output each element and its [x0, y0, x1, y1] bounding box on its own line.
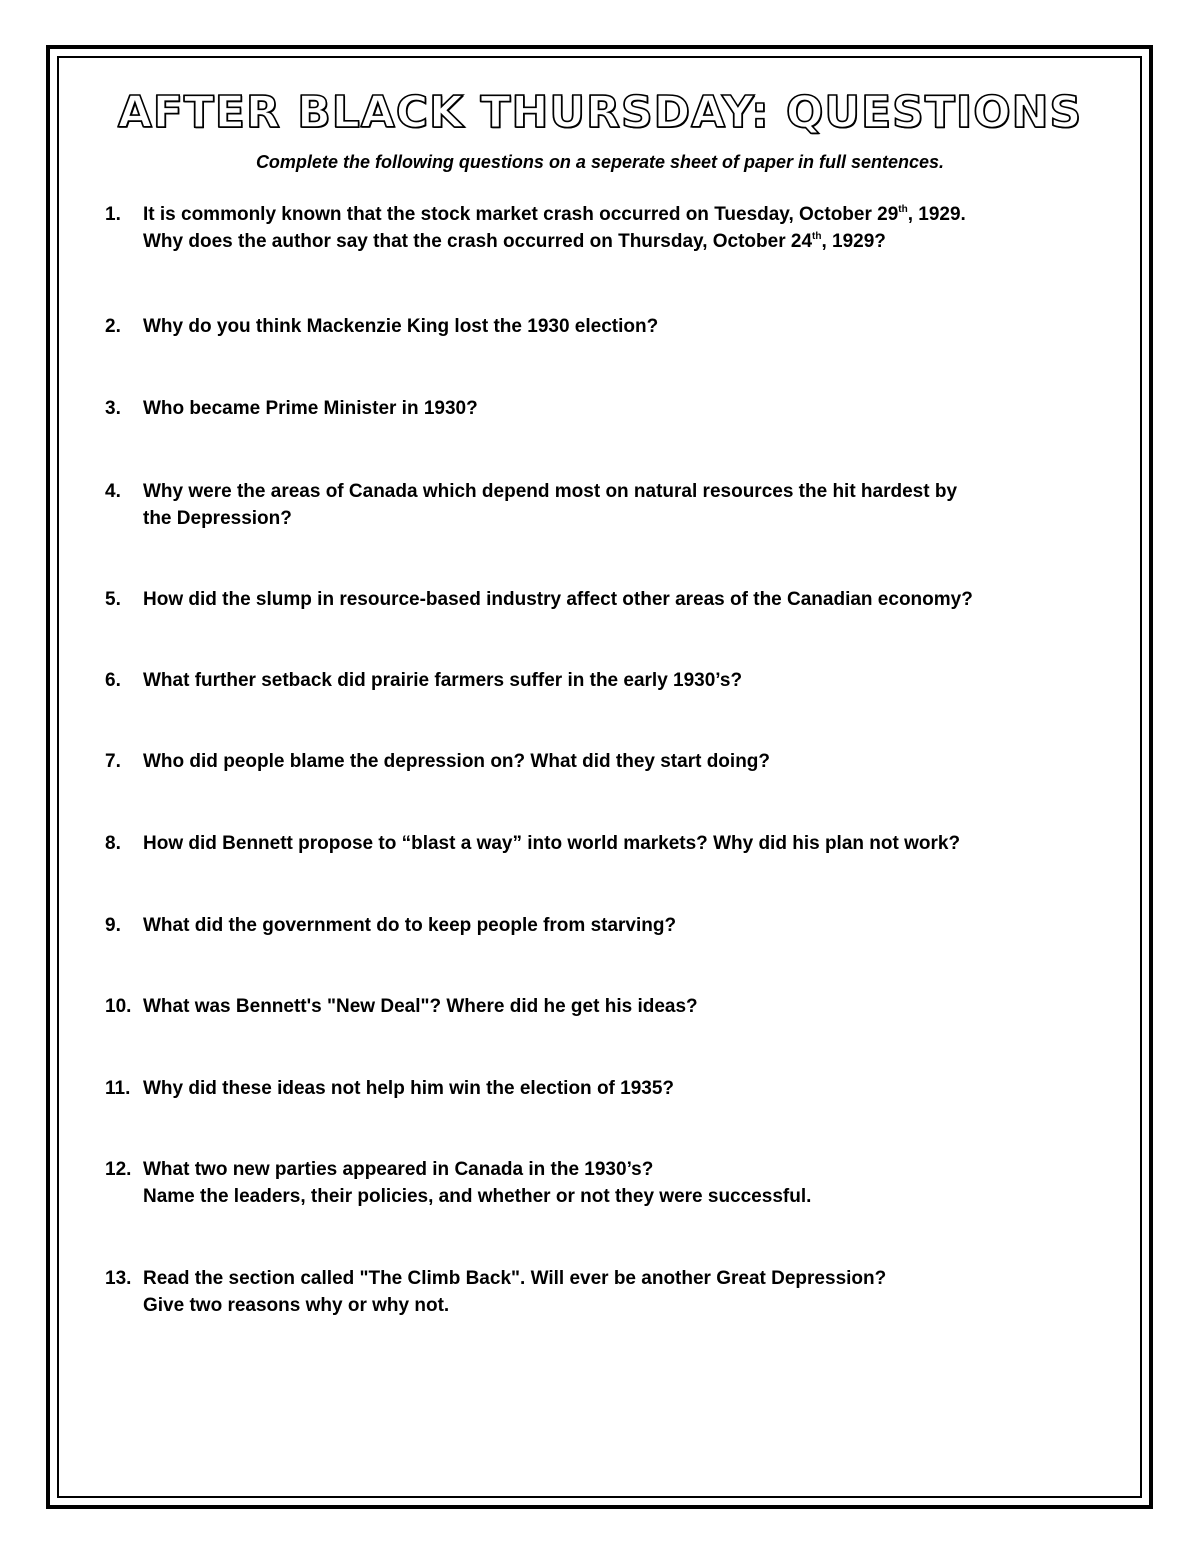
question-5: [105, 586, 1115, 613]
question-number: 2.: [105, 316, 121, 337]
question-text-part: , 1929.: [907, 204, 966, 225]
question-11: [105, 1075, 1115, 1102]
question-text: [143, 201, 1115, 255]
question-line: Why were the areas of Canada which depend most on natural resources the hit hardest by: [143, 481, 958, 502]
question-number: 5.: [105, 589, 121, 610]
question-text: [143, 1265, 1115, 1319]
question-text: [143, 1075, 1115, 1102]
question-text: [143, 1156, 1115, 1210]
question-10: [105, 993, 1115, 1020]
question-text-part: It is commonly known that the stock market crash occurred on Tuesday, October 29: [143, 204, 899, 225]
question-4: [105, 478, 1115, 532]
question-line: [143, 201, 1115, 228]
question-line: the Depression?: [143, 508, 292, 529]
question-text: [143, 586, 1115, 613]
question-7: [105, 748, 1115, 775]
question-text: [143, 993, 1115, 1020]
question-12: [105, 1156, 1115, 1210]
question-line: What further setback did prairie farmers suffer in the early 1930’s?: [143, 670, 743, 691]
question-2: [105, 313, 1115, 340]
question-line: Give two reasons why or why not.: [143, 1295, 450, 1316]
question-number: 11.: [105, 1078, 131, 1099]
question-line: What was Bennett's "New Deal"? Where did he get his ideas?: [143, 996, 698, 1017]
question-line: Who became Prime Minister in 1930?: [143, 398, 478, 419]
question-number: 1.: [105, 204, 121, 225]
question-number: 3.: [105, 398, 121, 419]
question-1: [105, 201, 1115, 255]
question-line: Who did people blame the depression on? What did they start doing?: [143, 751, 771, 772]
question-number: 4.: [105, 481, 121, 502]
question-line: What did the government do to keep people from starving?: [143, 915, 677, 936]
question-6: [105, 667, 1115, 694]
question-line: Read the section called "The Climb Back". Will ever be another Great Depression?: [143, 1268, 887, 1289]
question-number: 7.: [105, 751, 121, 772]
question-text: [143, 830, 1115, 857]
question-number: 12.: [105, 1159, 132, 1180]
question-13: [105, 1265, 1115, 1319]
question-line: How did Bennett propose to “blast a way” into world markets? Why did his plan not work?: [143, 833, 961, 854]
question-8: [105, 830, 1115, 857]
question-number: 9.: [105, 915, 121, 936]
question-9: [105, 912, 1115, 939]
question-text: [143, 478, 1115, 532]
question-number: 13.: [105, 1268, 132, 1289]
question-text: [143, 912, 1115, 939]
question-text: [143, 313, 1115, 340]
question-number: 6.: [105, 670, 121, 691]
question-number: 8.: [105, 833, 121, 854]
question-line: [143, 228, 1115, 255]
ordinal-suffix: th: [898, 204, 908, 215]
question-line: What two new parties appeared in Canada in the 1930’s?: [143, 1159, 654, 1180]
question-text: [143, 667, 1115, 694]
question-3: [105, 395, 1115, 422]
question-text-part: Why does the author say that the crash occurred on Thursday, October 24: [143, 231, 813, 252]
ordinal-suffix: th: [812, 231, 822, 242]
question-line: Why did these ideas not help him win the election of 1935?: [143, 1078, 675, 1099]
question-text: [143, 395, 1115, 422]
question-line: How did the slump in resource-based industry affect other areas of the Canadian economy?: [143, 589, 973, 610]
question-line: Name the leaders, their policies, and whether or not they were successful.: [143, 1186, 812, 1207]
question-number: 10.: [105, 996, 132, 1017]
worksheet-title: AFTER BLACK THURSDAY: QUESTIONS: [117, 87, 1083, 138]
question-text-part: , 1929?: [821, 231, 886, 252]
worksheet-instructions: Complete the following questions on a seperate sheet of paper in full sentences.: [255, 152, 945, 172]
question-line: Why do you think Mackenzie King lost the 1930 election?: [143, 316, 659, 337]
question-text: [143, 748, 1115, 775]
